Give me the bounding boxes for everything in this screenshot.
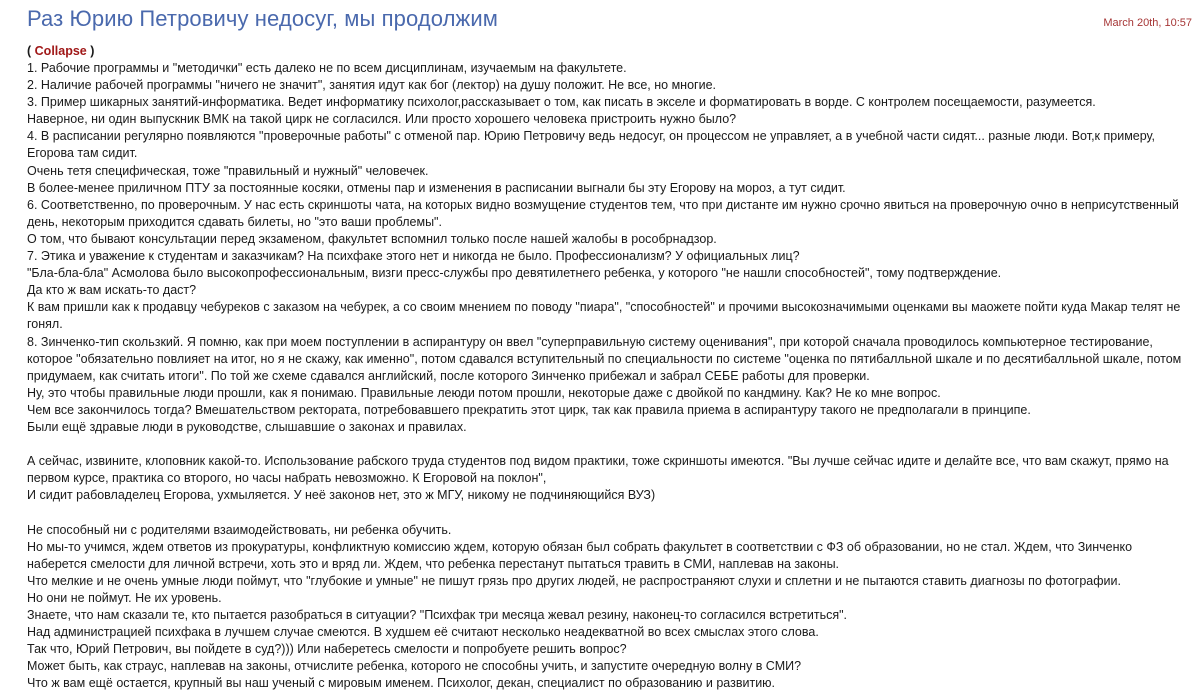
body-paragraph: В более-менее приличном ПТУ за постоянные косяки, отмены пар и изменения в расписании выгнали бы эту Егорову на мороз, а тут сидит. bbox=[27, 180, 846, 195]
body-paragraph: Знаете, что нам сказали те, кто пытается разобраться в ситуации? "Психфак три месяца жевал резину, наконец-то согласился встретиться". bbox=[27, 608, 848, 622]
body-paragraph: Да кто ж вам искать-то даст? bbox=[27, 283, 197, 298]
collapse-open-paren: ( bbox=[27, 44, 32, 58]
body-paragraph: 6. Соответственно, по проверочным. У нас есть скриншоты чата, на которых видно возмущение студентов тем, что при дистанте им нужно срочно явиться на проверочную очно в неприсутственный день, некоторым приходится сдавать билеты, но "это ваши проблемы". bbox=[27, 197, 1179, 229]
body-paragraph: 4. В расписании регулярно появляются "проверочные работы" с отменой пар. Юрию Петровичу ведь недосуг, он процессом не управляет, а в учебной части сидят... разные люди. Вот,к примеру, Егорова там сидит. bbox=[27, 129, 1156, 161]
body-paragraph: 8. Зинченко-тип скользкий. Я помню, как при моем поступлении в аспирантуру он ввел "суперправильную систему оценивания", при которой сначала проводилось компьютерное тестирование, которое "обязательно повлияет на итог, но я не скажу, как именно", потом сдавался вступительный по специальности по системе "оценка по пятибалльной шкале и по десятибалльной шкале, потом придумаем, как считать итоги". По той же схеме сдавался английский, после которого Зинченко прибежал и забрал СЕБЕ работы для проверки. bbox=[27, 334, 1182, 383]
body-paragraph: Чем все закончилось тогда? Вмешательством ректората, потребовавшего прекратить этот цирк, так как правила приема в аспирантуру такого не предполагали в принципе. bbox=[27, 402, 1031, 417]
body-paragraph: О том, что бывают консультации перед экзаменом, факультет вспомнил только после нашей жалобы в рособрнадзор. bbox=[27, 231, 717, 246]
body-paragraph: Что мелкие и не очень умные люди поймут, что "глубокие и умные" не пишут грязь про других людей, не распространяют слухи и сплетни и не пытаются ставить диагнозы по фотографии. bbox=[27, 573, 1121, 588]
body-paragraph: Может быть, как страус, наплевав на законы, отчислите ребенка, которого не способны учить, и запустите очередную волну в СМИ? bbox=[27, 659, 802, 674]
body-paragraph: Не способный ни с родителями взаимодействовать, ни ребенка обучить. bbox=[27, 522, 452, 537]
body-paragraph: Что ж вам ещё остается, крупный вы наш ученый с мировым именем. Психолог, декан, специалист по образованию и развитию. bbox=[27, 676, 776, 691]
entry-title: Раз Юрию Петровичу недосуг, мы продолжим bbox=[27, 6, 498, 31]
body-paragraph: Были ещё здравые люди в руководстве, слышавшие о законах и правилах. bbox=[27, 419, 467, 434]
body-paragraph: Ну, это чтобы правильные люди прошли, как я понимаю. Правильные леюди потом прошли, некоторые даже с двойкой по кандмину. Как? Не ко мне вопрос. bbox=[27, 385, 941, 400]
body-paragraph: Очень тетя специфическая, тоже "правильный и нужный" человечек. bbox=[27, 163, 429, 178]
entry-header bbox=[27, 0, 1192, 42]
body-paragraph: 7. Этика и уважение к студентам и заказчикам? На психфаке этого нет и никогда не было. Профессионализм? У официальных лиц? bbox=[27, 249, 800, 264]
body-paragraph: Над администрацией психфака в лучшем случае смеются. В худшем её считают несколько неадекватной во всех смыслах этого слова. bbox=[27, 625, 819, 640]
body-paragraph: 3. Пример шикарных занятий-информатика. Ведет информатику психолог,рассказывает о том, как писать в экселе и форматировать в ворде. С контролем посещаемости, разумеется. bbox=[27, 95, 1096, 110]
body-paragraph: Но они не поймут. Не их уровень. bbox=[27, 590, 222, 605]
body-paragraph: К вам пришли как к продавцу чебуреков с заказом на чебурек, а со своим мнением по поводу "пиара", "способностей" и прочими высокозначимыми оценками вы маожете пойти куда Макар телят не гонял. bbox=[27, 300, 1181, 332]
body-paragraph: "Бла-бла-бла" Асмолова было высокопрофессиональным, визги пресс-службы про девятилетнего ребенка, у которого "не нашли способностей", тому подтверждение. bbox=[27, 266, 1002, 281]
collapse-link[interactable]: Collapse bbox=[34, 44, 87, 58]
body-paragraph: Наверное, ни один выпускник ВМК на такой цирк не согласился. Или просто хорошего человека пристроить нужно было? bbox=[27, 112, 737, 127]
collapse-close-paren: ) bbox=[90, 44, 95, 58]
body-paragraph: Так что, Юрий Петрович, вы пойдете в суд?))) Или наберетесь смелости и попробуете решить вопрос? bbox=[27, 642, 627, 657]
body-paragraph: 2. Наличие рабочей программы "ничего не значит", занятия идут как бог (лектор) на душу положит. Не все, но многие. bbox=[27, 78, 716, 93]
body-paragraph: И сидит рабовладелец Егорова, ухмыляется. У неё законов нет, это ж МГУ, никому не подчиняющийся ВУЗ) bbox=[27, 488, 656, 503]
paragraph-gap bbox=[27, 504, 1192, 521]
collapse-control bbox=[27, 43, 1192, 60]
entry-date: March 20th, 10:57 bbox=[1103, 17, 1192, 29]
entry-body bbox=[27, 60, 1192, 692]
paragraph-gap bbox=[27, 436, 1192, 453]
body-paragraph: 1. Рабочие программы и "методички" есть далеко не по всем дисциплинам, изучаемым на факультете. bbox=[27, 61, 627, 75]
body-paragraph: Но мы-то учимся, ждем ответов из прокуратуры, конфликтную комиссию ждем, которую обязан был собрать факультет в соответствии с ФЗ об образовании, но не стал. Ждем, что Зинченко наберется смелости для личной встречи, хоть это и вряд ли. Ждем, что ребенка перестанут пытаться травить в СМИ, наплевав на законы. bbox=[27, 539, 1133, 571]
body-paragraph: А сейчас, извините, клоповник какой-то. Использование рабского труда студентов под видом практики, тоже скриншоты имеются. "Вы лучше сейчас идите и делайте все, что вам скажут, прямо на первом курсе, практика со второго, но часы набрать невозможно. К Егоровой на поклон", bbox=[27, 454, 1169, 486]
